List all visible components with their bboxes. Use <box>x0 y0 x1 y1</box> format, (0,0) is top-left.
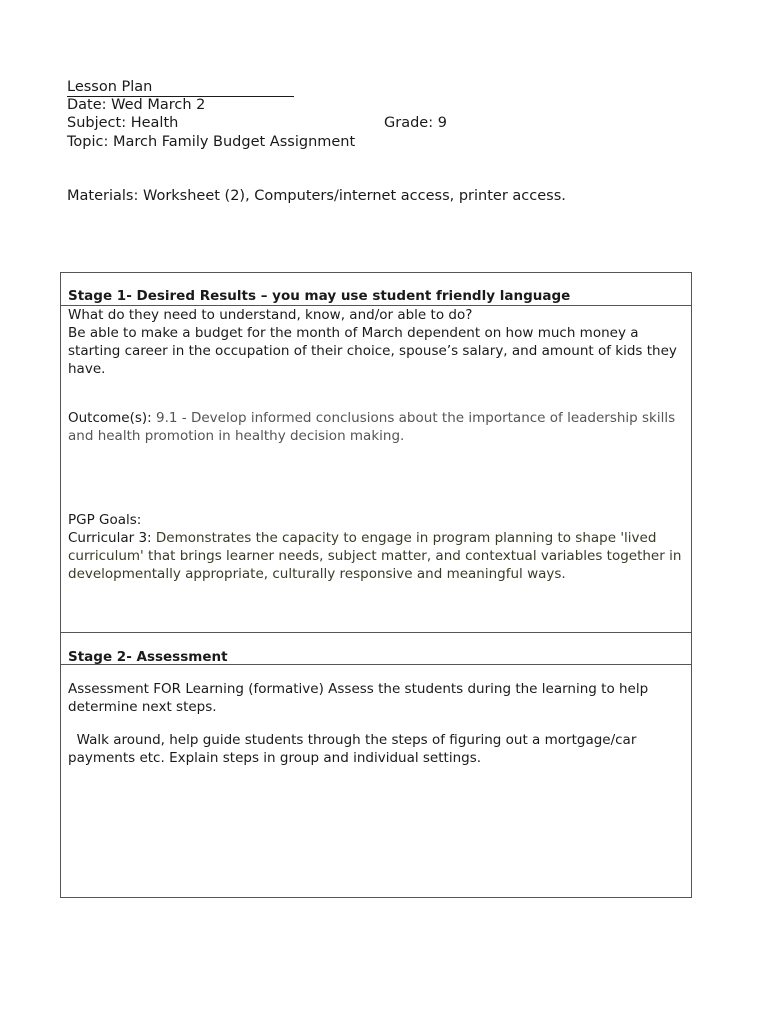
stage1-understanding-cell <box>68 306 684 378</box>
understanding-answer: Be able to make a budget for the month of March dependent on how much money a starting career in the occupation of their choice, spouse’s salary, and amount of kids they have. <box>68 325 677 377</box>
materials-line: Materials: Worksheet (2), Computers/internet access, printer access. <box>67 188 566 204</box>
assessment-for-learning: Assessment FOR Learning (formative) Assess the students during the learning to help determine next steps. <box>68 681 649 715</box>
pgp-goal-text: Demonstrates the capacity to engage in program planning to shape 'lived curriculum' that brings learner needs, subject matter, and contextual variables together in developmentally appropriate, culturally responsive and meaningful ways. <box>68 530 682 582</box>
document-title: Lesson Plan <box>67 79 294 97</box>
pgp-goals-block <box>68 511 684 583</box>
outcome-block <box>68 409 684 445</box>
date-line: Date: Wed March 2 <box>67 97 206 114</box>
topic-line: Topic: March Family Budget Assignment <box>67 133 356 150</box>
pgp-curricular-label: Curricular 3: <box>68 530 152 546</box>
subject-line: Subject: Health <box>67 115 179 132</box>
outcome-label: Outcome(s): <box>68 410 152 426</box>
lesson-plan-table <box>60 272 692 898</box>
outcome-text: 9.1 - Develop informed conclusions about the importance of leadership skills and health promotion in healthy decision making. <box>68 410 676 444</box>
stage1-heading: Stage 1- Desired Results – you may use student friendly language <box>61 273 691 306</box>
document-header <box>67 78 627 151</box>
grade-line: Grade: 9 <box>384 115 447 132</box>
stage2-heading: Stage 2- Assessment <box>61 632 691 665</box>
understanding-question: What do they need to understand, know, and/or able to do? <box>68 307 473 323</box>
pgp-goals-label: PGP Goals: <box>68 512 142 528</box>
assessment-activity: Walk around, help guide students through the steps of figuring out a mortgage/car payments etc. Explain steps in group and individual settings. <box>68 732 637 766</box>
